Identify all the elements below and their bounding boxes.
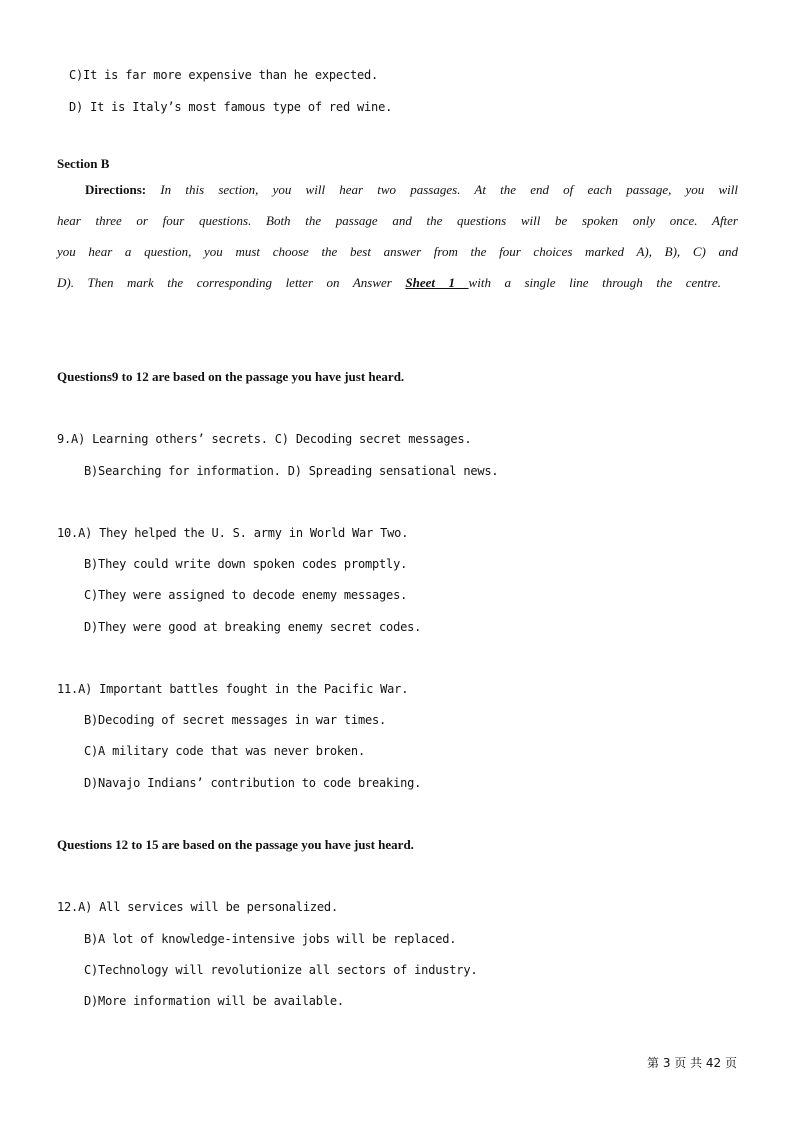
- question-11-option-b: B)Decoding of secret messages in war times.: [84, 713, 387, 727]
- directions-text-4a: D). Then mark the corresponding letter on Answer: [57, 275, 406, 290]
- question-12-option-b: B)A lot of knowledge-intensive jobs will be replaced.: [84, 932, 457, 946]
- question-12-option-a: 12.A) All services will be personalized.: [57, 900, 338, 914]
- directions-line-3: you hear a question, you must choose the best answer from the four choices marked A), B), C) and: [57, 244, 738, 259]
- option-c-prev: C)It is far more expensive than he expected.: [69, 68, 379, 82]
- question-12-option-d: D)More information will be available.: [84, 994, 344, 1008]
- group-2-heading: Questions 12 to 15 are based on the passage you have just heard.: [57, 837, 414, 852]
- directions-line-2: hear three or four questions. Both the passage and the questions will be spoken only once. After: [57, 213, 738, 228]
- directions-label: Directions:: [85, 182, 147, 197]
- question-10-option-c: C)They were assigned to decode enemy messages.: [84, 588, 408, 602]
- question-9-line-1: 9.A) Learning others’ secrets. C) Decoding secret messages.: [57, 432, 472, 446]
- question-10-option-b: B)They could write down spoken codes promptly.: [84, 557, 408, 571]
- directions-line-1: [85, 182, 738, 198]
- page-number: 第 3 页 共 42 页: [647, 1056, 737, 1070]
- answer-sheet-link: Sheet 1: [405, 275, 469, 290]
- question-11-option-a: 11.A) Important battles fought in the Pacific War.: [57, 682, 409, 696]
- question-12-option-c: C)Technology will revolutionize all sectors of industry.: [84, 963, 478, 977]
- directions-text-4b: with a single line through the centre.: [468, 275, 721, 290]
- group-1-heading: Questions9 to 12 are based on the passage you have just heard.: [57, 369, 405, 384]
- question-11-option-d: D)Navajo Indians’ contribution to code breaking.: [84, 776, 422, 790]
- question-10-option-d: D)They were good at breaking enemy secret codes.: [84, 620, 422, 634]
- question-10-option-a: 10.A) They helped the U. S. army in World War Two.: [57, 526, 409, 540]
- option-d-prev: D) It is Italy’s most famous type of red wine.: [69, 100, 393, 114]
- directions-text-1: In this section, you will hear two passages. At the end of each passage, you will: [160, 182, 739, 197]
- directions-line-4: [57, 275, 721, 291]
- question-9-line-2: B)Searching for information. D) Spreading sensational news.: [84, 464, 499, 478]
- question-11-option-c: C)A military code that was never broken.: [84, 744, 365, 758]
- section-b-heading: Section B: [57, 156, 110, 171]
